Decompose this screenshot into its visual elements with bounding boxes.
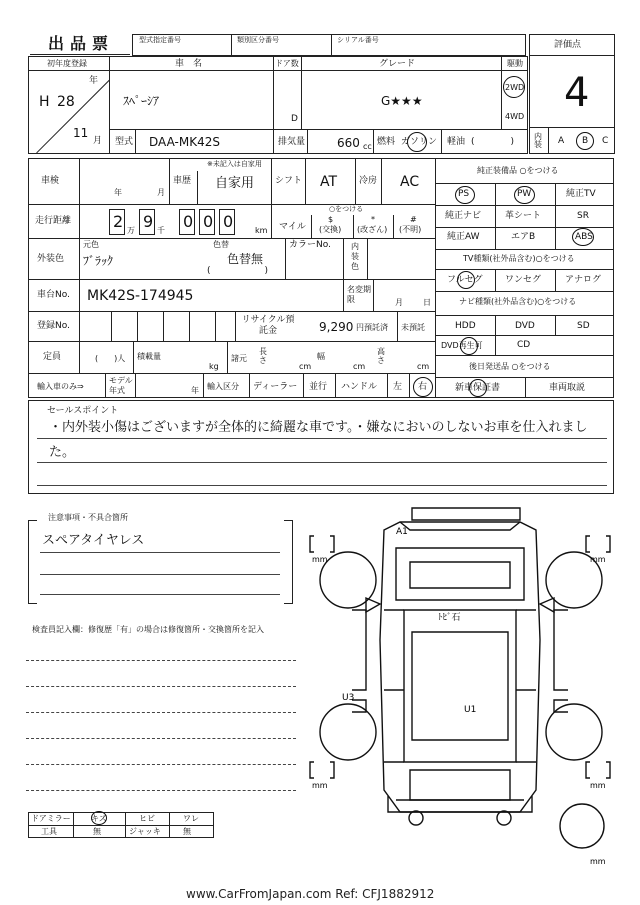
first-reg-label: 初年度登録: [47, 59, 87, 68]
reg-no-label: 登録No.: [37, 321, 70, 331]
mileage-label: 走行距離: [35, 216, 72, 226]
name-change-month: 月: [395, 298, 403, 307]
crack-header: ヒビ: [139, 814, 155, 823]
navi-title: ナビ種類(社外品含む)○をつける: [459, 297, 577, 306]
interior-a: A: [558, 136, 565, 146]
name-change-day: 日: [423, 298, 431, 307]
equip-sr: SR: [577, 211, 589, 221]
width-label: 幅: [317, 352, 325, 361]
tv-title: TV種類(社外品含む)○をつける: [463, 254, 575, 263]
load-label: 積載量: [137, 352, 161, 361]
equip-pw-circle: [514, 186, 535, 204]
sales-point-line-1: ・内外装小傷はございますが全体的に綺麗な車です。・嫌なにおいのしないお車を仕入れまし: [49, 420, 588, 435]
grade-eval-label: 評価点: [554, 40, 582, 50]
model-label: 型式: [115, 137, 134, 147]
diagram-tobi: ﾄﾋﾞ石: [438, 613, 461, 623]
displacement-value: 660: [337, 136, 360, 150]
original-color-label: 元色: [83, 240, 99, 249]
equip-airbag: エアB: [511, 232, 536, 242]
car-name: ｽﾍﾟｰｼｱ: [123, 94, 160, 108]
sheet-title: 出品票: [48, 34, 115, 53]
docs-warranty-circle: [469, 379, 487, 397]
equip-abs: ABS: [575, 232, 593, 242]
interior-label: 内装: [534, 132, 542, 149]
star-sign: *: [371, 215, 375, 224]
sales-point-box: [28, 400, 614, 494]
model-year-label: モデル年式: [109, 376, 133, 395]
drive-label: 駆動: [507, 59, 523, 68]
displacement-label: 排気量: [278, 137, 306, 147]
details-grid: [28, 158, 614, 398]
usage-label: 車歴: [173, 176, 192, 186]
equip-aw: 純正AW: [447, 232, 480, 242]
color-no-label: カラーNo.: [289, 240, 331, 250]
handle-right-circle: [413, 377, 433, 397]
year-unit: 年: [89, 76, 99, 86]
not-deposited: 未預託: [401, 323, 425, 332]
era-value: H: [39, 94, 50, 110]
tv-fullseg-circle: [457, 271, 475, 289]
evaluation-score: 4: [564, 70, 590, 116]
equip-pw: PW: [517, 189, 532, 199]
fuel-paren: ( ): [471, 137, 515, 147]
category-label: 類別区分番号: [237, 36, 279, 44]
month-unit: 月: [93, 136, 103, 146]
inspection-year: 年: [114, 188, 122, 197]
length-label: 長さ: [259, 347, 267, 365]
usage-value: 自家用: [215, 176, 255, 191]
tools-value: 無: [93, 827, 101, 836]
tv-analog: アナログ: [565, 275, 602, 285]
fuel-gas-circle: [407, 132, 427, 152]
shift-label: シフト: [275, 176, 303, 186]
diagram-a1: A1: [396, 527, 408, 537]
recycle-value: 9,290: [319, 320, 354, 334]
cc-unit: cc: [363, 142, 372, 151]
serial-label: シリアル番号: [337, 36, 379, 44]
import-label: 輸入車のみ⇒: [37, 382, 84, 391]
inspection-label: 車検: [41, 176, 60, 186]
mm-front-right: mm: [590, 555, 606, 564]
type-cert-label: 型式指定番号: [139, 36, 181, 44]
tv-fullseg: フルセグ: [447, 275, 483, 285]
unknown-label: (不明): [399, 225, 422, 234]
name-change-label: 名変期限: [347, 285, 371, 304]
tools-label: 工具: [41, 827, 57, 836]
mileage-digit-4: 0: [199, 209, 215, 235]
circle-note: ○をつける: [329, 205, 364, 213]
equip-abs-circle: [572, 228, 594, 246]
interior-color-label: 内装色: [351, 242, 359, 271]
jack-label: ジャッキ: [129, 827, 161, 836]
shift-value: AT: [320, 174, 338, 190]
docs-manual: 車両取説: [549, 383, 586, 393]
notes-label: 注意事項・不具合箇所: [48, 513, 128, 522]
grade-value: G★★★: [381, 94, 423, 108]
header-code-strip: [132, 34, 526, 56]
interior-b-circle: [576, 132, 594, 150]
mileage-digit-1: 2: [109, 209, 125, 235]
mirror-header: ドアミラー: [31, 814, 71, 823]
equipment-title: 純正装備品 ○をつける: [477, 166, 559, 175]
equip-navi: 純正ナビ: [445, 211, 482, 221]
equip-tv: 純正TV: [566, 189, 596, 199]
ac-value: AC: [400, 174, 420, 190]
door-value: D: [291, 114, 298, 124]
navi-hdd: HDD: [455, 321, 476, 331]
mm-rear-left: mm: [312, 781, 328, 790]
navi-dvd-play-circle: [460, 337, 478, 355]
dollar-sign: $: [328, 215, 334, 224]
docs-warranty: 新車保証書: [455, 383, 501, 393]
capacity-label: 定員: [43, 352, 62, 362]
exterior-label: 外装色: [37, 254, 65, 264]
man-unit: 万: [127, 226, 135, 235]
kg-unit: kg: [209, 362, 219, 371]
equip-leather: 革シート: [505, 211, 542, 221]
dims-label: 諸元: [231, 354, 247, 363]
model-value: DAA-MK42S: [149, 135, 220, 149]
handle-left: 左: [393, 382, 403, 392]
mile-label: マイル: [279, 222, 306, 232]
exchanged-label: (交換): [319, 225, 342, 234]
width-cm: cm: [353, 362, 366, 371]
break-header: ワレ: [183, 814, 199, 823]
parallel-option: 並行: [309, 382, 328, 392]
capacity-paren: ( )人: [95, 354, 126, 363]
repaint-paren: ( ): [207, 266, 269, 276]
length-cm: cm: [299, 362, 312, 371]
handle-right: 右: [418, 382, 428, 392]
usage-note: ※未記入は自家用: [207, 160, 262, 168]
ac-label: 冷房: [359, 176, 378, 186]
fuel-diesel: 軽油: [447, 137, 466, 147]
fuel-label: 燃料: [377, 137, 396, 147]
km-unit: km: [255, 226, 268, 235]
tv-oneseg: ワンセグ: [505, 275, 542, 285]
scratch-header: キズ: [91, 814, 107, 823]
car-name-label: 車 名: [175, 59, 203, 69]
fuel-gas: ガソリン: [401, 137, 438, 147]
recycle-label: リサイクル預託金: [241, 315, 295, 336]
height-cm: cm: [417, 362, 430, 371]
inspector-label: 検査員記入欄：修復歴「有」の場合は修復箇所・交換箇所を記入: [32, 625, 264, 634]
year-value: 28: [57, 94, 75, 110]
mileage-digit-5: 0: [219, 209, 235, 235]
grade-evaluation-box: [529, 34, 615, 154]
scratch-circle: [91, 811, 107, 825]
interior-c: C: [602, 136, 609, 146]
dealer-option: ディーラー: [253, 382, 298, 392]
mm-front-left: mm: [312, 555, 328, 564]
docs-title: 後日発送品 ○をつける: [469, 362, 551, 371]
modified-label: (改ざん): [357, 225, 388, 234]
sen-unit: 千: [157, 226, 165, 235]
navi-dvd: DVD: [515, 321, 535, 331]
repaint-label: 色替: [213, 240, 229, 249]
height-label: 高さ: [377, 347, 385, 365]
recycle-unit: 円預託済: [356, 323, 388, 332]
mm-spare: mm: [590, 857, 606, 866]
month-value: 11: [73, 126, 89, 140]
original-color-value: ﾌﾞﾗｯｸ: [83, 254, 114, 268]
chassis-label: 車台No.: [37, 290, 70, 300]
navi-sd: SD: [577, 321, 590, 331]
mileage-digit-2: 9: [139, 209, 155, 235]
mileage-digit-3: 0: [179, 209, 195, 235]
mirror-tool-table: [28, 812, 214, 838]
diagram-u3: U3: [342, 693, 355, 703]
grade-label: グレード: [379, 59, 416, 69]
footer-ref: www.CarFromJapan.com Ref: CFJ1882912: [186, 887, 435, 901]
diagram-u1: U1: [464, 705, 477, 715]
handle-label: ハンドル: [341, 382, 378, 392]
sales-point-label: セールスポイント: [47, 406, 119, 416]
navi-cd: CD: [517, 340, 531, 350]
notes-line-1: スペアタイヤレス: [42, 533, 145, 548]
interior-b: B: [582, 136, 589, 146]
navi-dvd-play: DVD再生可: [441, 341, 483, 350]
import-class-label: 輸入区分: [207, 382, 239, 391]
drive-2wd-circle: [503, 76, 525, 98]
hash-sign: #: [410, 215, 417, 224]
sales-point-line-2: た。: [49, 445, 76, 460]
drive-4wd: 4WD: [505, 112, 525, 121]
vehicle-identity-row: [28, 56, 528, 154]
inspection-month: 月: [157, 188, 165, 197]
chassis-value: MK42S-174945: [87, 288, 194, 304]
equip-ps-circle: [455, 186, 475, 204]
model-year-unit: 年: [191, 386, 199, 395]
repaint-value: 色替無: [227, 252, 264, 266]
equip-ps: PS: [458, 189, 470, 199]
mm-rear-right: mm: [590, 781, 606, 790]
door-label: ドア数: [275, 59, 299, 68]
drive-2wd: 2WD: [505, 83, 525, 92]
jack-value: 無: [183, 827, 191, 836]
car-damage-diagram: [300, 500, 620, 870]
